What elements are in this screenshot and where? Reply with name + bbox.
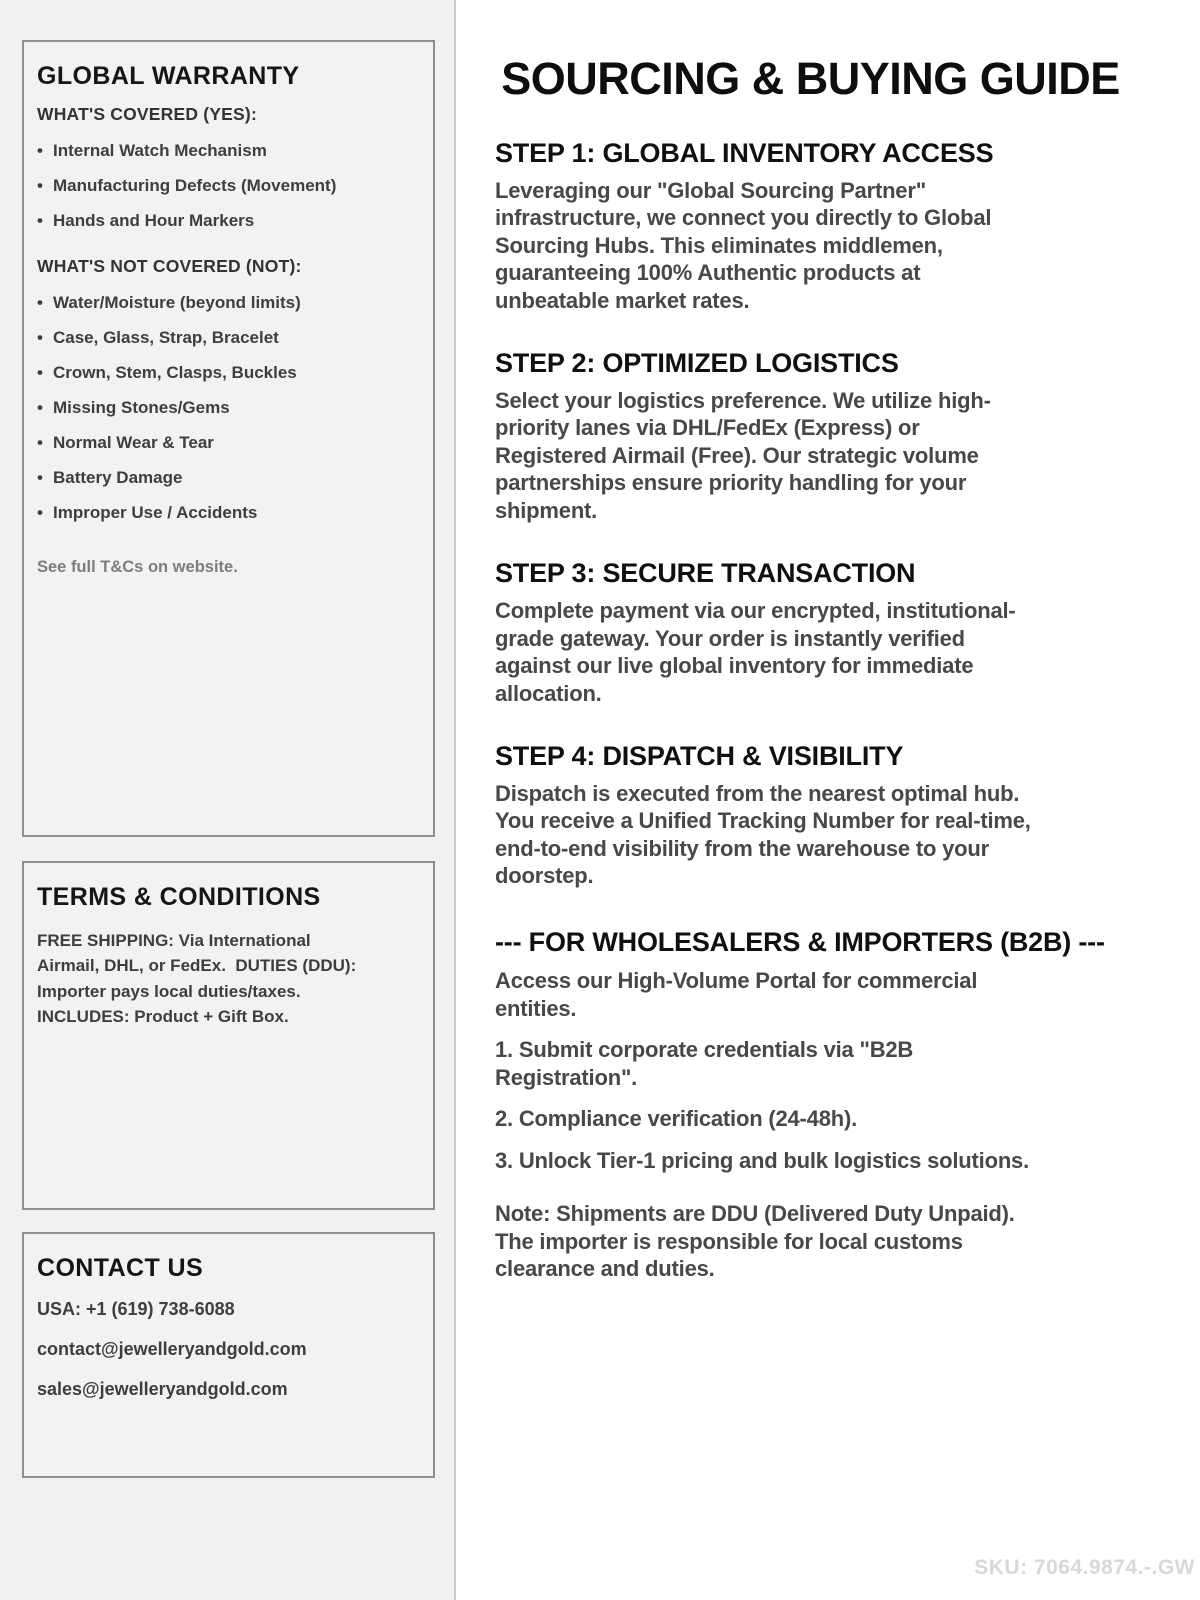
list-item: • Normal Wear & Tear bbox=[37, 433, 423, 452]
step-1-body: Leveraging our "Global Sourcing Partner" infrastructure, we connect you directly to Global Sourcing Hubs. This eliminates middlemen, guaranteeing 100% Authentic products at unbeatable market rates. bbox=[495, 177, 992, 313]
step-2-section bbox=[495, 349, 1156, 524]
covered-list bbox=[37, 141, 423, 230]
step-1-heading: STEP 1: GLOBAL INVENTORY ACCESS bbox=[495, 138, 994, 168]
list-item: • Crown, Stem, Clasps, Buckles bbox=[37, 363, 423, 382]
list-item: • Improper Use / Accidents bbox=[37, 503, 423, 522]
global-warranty-box bbox=[22, 40, 435, 837]
b2b-item-2: 2. Compliance verification (24-48h). bbox=[495, 1106, 858, 1132]
terms-conditions-box bbox=[22, 861, 435, 1210]
list-item: • Internal Watch Mechanism bbox=[37, 141, 423, 160]
b2b-note: Note: Shipments are DDU (Delivered Duty Unpaid). The importer is responsible for local customs clearance and duties. bbox=[495, 1201, 1015, 1282]
step-3-body: Complete payment via our encrypted, institutional-grade gateway. Your order is instantly verified against our live global inventory for immediate allocation. bbox=[495, 598, 1016, 706]
main-content bbox=[458, 0, 1200, 1600]
warranty-title: GLOBAL WARRANTY bbox=[37, 62, 300, 90]
b2b-heading: --- FOR WHOLESALERS & IMPORTERS (B2B) --- bbox=[495, 926, 1105, 957]
step-2-heading: STEP 2: OPTIMIZED LOGISTICS bbox=[495, 348, 899, 379]
sidebar bbox=[0, 0, 456, 1600]
step-4-section bbox=[495, 742, 1156, 890]
step-1-section bbox=[495, 139, 1156, 314]
step-2-body: Select your logistics preference. We utilize high-priority lanes via DHL/FedEx (Express) or Registered Airmail (Free). Our strategic volume partnerships ensure priority handling for your shipment. bbox=[495, 387, 991, 523]
list-item: • Missing Stones/Gems bbox=[37, 398, 423, 417]
b2b-item-1: 1. Submit corporate credentials via "B2B Registration". bbox=[495, 1037, 914, 1090]
terms-title: TERMS & CONDITIONS bbox=[37, 883, 321, 911]
b2b-section bbox=[495, 928, 1156, 1283]
covered-heading: WHAT'S COVERED (YES): bbox=[37, 103, 257, 124]
not-covered-list bbox=[37, 293, 423, 522]
contact-phone: USA: +1 (619) 738-6088 bbox=[37, 1298, 235, 1319]
terms-body: FREE SHIPPING: Via International Airmail, DHL, or FedEx. DUTIES (DDU): Importer pays local duties/taxes. INCLUDES: Product + Gift Box. bbox=[37, 930, 361, 1027]
not-covered-heading: WHAT'S NOT COVERED (NOT): bbox=[37, 255, 302, 276]
warranty-footnote: See full T&Cs on website. bbox=[37, 557, 238, 576]
b2b-item-3: 3. Unlock Tier-1 pricing and bulk logistics solutions. bbox=[495, 1147, 1030, 1173]
step-3-heading: STEP 3: SECURE TRANSACTION bbox=[495, 558, 916, 589]
list-item: • Hands and Hour Markers bbox=[37, 211, 423, 230]
list-item: • Battery Damage bbox=[37, 468, 423, 487]
contact-us-box bbox=[22, 1232, 435, 1478]
contact-title: CONTACT US bbox=[37, 1254, 204, 1282]
list-item: • Manufacturing Defects (Movement) bbox=[37, 176, 423, 195]
page-title: SOURCING & BUYING GUIDE bbox=[501, 53, 1120, 104]
contact-email-sales: sales@jewelleryandgold.com bbox=[37, 1378, 288, 1399]
step-3-section bbox=[495, 559, 1156, 707]
list-item: • Case, Glass, Strap, Bracelet bbox=[37, 328, 423, 347]
b2b-intro: Access our High-Volume Portal for commercial entities. bbox=[495, 968, 978, 1021]
step-4-body: Dispatch is executed from the nearest optimal hub. You receive a Unified Tracking Number for real-time, end-to-end visibility from the warehouse to your doorstep. bbox=[495, 780, 1031, 889]
contact-email-primary: contact@jewelleryandgold.com bbox=[37, 1338, 307, 1359]
sku-label: SKU: 7064.9874.-.GW bbox=[974, 1556, 1195, 1579]
step-4-heading: STEP 4: DISPATCH & VISIBILITY bbox=[495, 741, 904, 772]
list-item: • Water/Moisture (beyond limits) bbox=[37, 293, 423, 312]
